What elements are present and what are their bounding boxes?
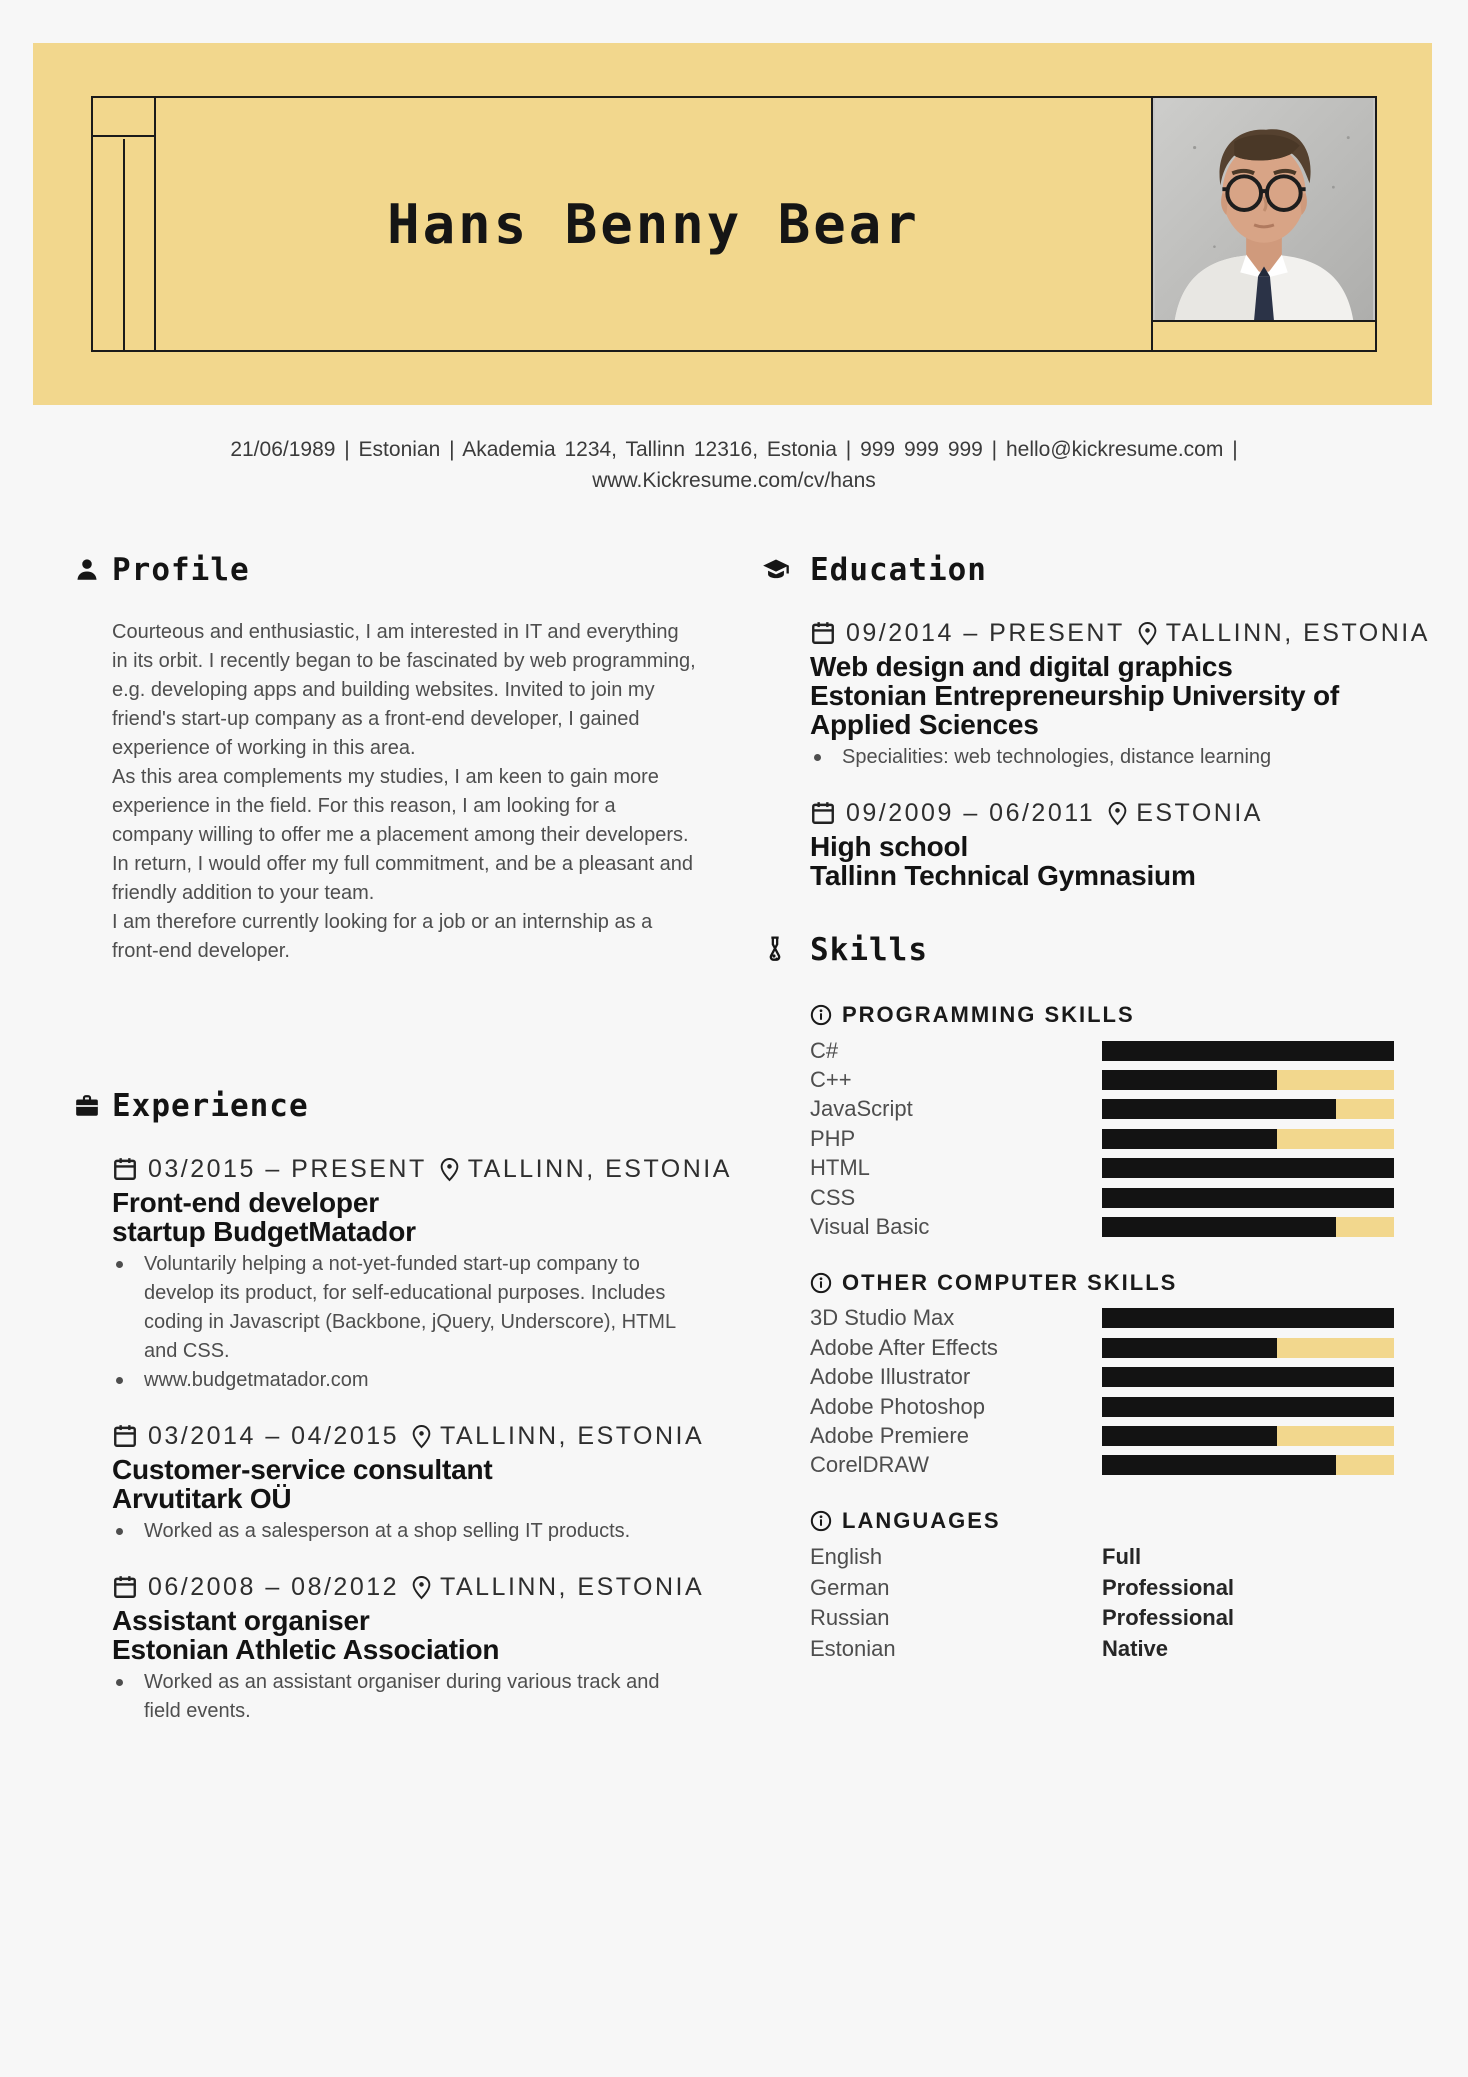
entry-meta [810, 618, 1430, 648]
profile-paragraph: I am therefore currently looking for a job or an internship as a front-end developer. [112, 911, 653, 962]
skill-bar-fill [1102, 1308, 1394, 1328]
location-pin-icon [411, 1574, 432, 1601]
skill-name: Adobe Photoshop [810, 1393, 985, 1419]
entry-date: 09/2009 – 06/2011 [846, 799, 1096, 827]
language-name: English [810, 1544, 883, 1570]
school-name: Tallinn Technical Gymnasium [810, 860, 1196, 891]
subsection-header [810, 1270, 1394, 1296]
skill-row [810, 1333, 1394, 1362]
language-row [810, 1603, 1394, 1634]
calendar-icon [112, 1156, 138, 1182]
portrait-illustration [1153, 98, 1375, 320]
header-box [91, 96, 1377, 352]
language-level: Professional [1102, 1574, 1235, 1600]
skill-bar [1102, 1070, 1394, 1090]
skill-name: Adobe Illustrator [810, 1364, 971, 1390]
entry-location: TALLINN, ESTONIA [440, 1573, 705, 1601]
experience-entry [112, 1421, 705, 1546]
entry-date: 09/2014 – PRESENT [846, 619, 1125, 647]
programming-skills-subsection [810, 1002, 1394, 1242]
subsection-title: PROGRAMMING SKILLS [842, 1002, 1135, 1027]
photo-bottom-cell [1153, 322, 1375, 348]
skill-bar [1102, 1455, 1394, 1475]
education-title: Education [810, 552, 987, 588]
language-name: Estonian [810, 1635, 896, 1661]
skill-bar [1102, 1041, 1394, 1061]
entry-location: TALLINN, ESTONIA [1165, 619, 1430, 647]
location-pin-icon [411, 1423, 432, 1450]
skill-bar [1102, 1158, 1394, 1178]
language-row [810, 1573, 1394, 1604]
other-computer-skills-subsection [810, 1270, 1394, 1480]
language-rows [810, 1542, 1394, 1664]
contact-line-2: www.Kickresume.com/cv/hans [592, 469, 876, 492]
entry-meta [112, 1421, 705, 1451]
skill-row [810, 1451, 1394, 1480]
skill-name: HTML [810, 1155, 870, 1181]
profile-paragraph: As this area complements my studies, I am keen to gain more experience in the field. For this reason, I am looking for a company willing to offer me a placement among their developers. In return, I would offer my full commitment, and be a pleasant and friendly addition to your team. [112, 766, 694, 904]
experience-title: Experience [112, 1088, 309, 1124]
calendar-icon [810, 800, 836, 826]
calendar-icon [112, 1423, 138, 1449]
job-company: Arvutitark OÜ [112, 1483, 292, 1514]
entry-meta [112, 1572, 705, 1602]
skill-bar-fill [1102, 1367, 1394, 1387]
section-education [762, 550, 1430, 891]
header-band [33, 43, 1432, 405]
skill-row [810, 1154, 1394, 1183]
calendar-icon [112, 1574, 138, 1600]
skill-row [810, 1036, 1394, 1065]
entry-date: 03/2015 – PRESENT [148, 1155, 427, 1183]
skill-row [810, 1421, 1394, 1450]
skill-bar [1102, 1308, 1394, 1328]
skill-bar-fill [1102, 1397, 1394, 1417]
job-title: Front-end developer [112, 1187, 379, 1218]
section-experience [74, 1086, 732, 1726]
location-pin-icon [439, 1156, 460, 1183]
subsection-header [810, 1508, 1394, 1534]
skill-name: JavaScript [810, 1096, 913, 1122]
school-name: Estonian Entrepreneurship University of Applied Sciences [810, 680, 1339, 740]
location-pin-icon [1137, 620, 1158, 647]
skill-name: CorelDRAW [810, 1452, 929, 1478]
education-entry [810, 798, 1394, 890]
person-icon [74, 557, 100, 583]
calendar-icon [810, 620, 836, 646]
info-icon [810, 1004, 832, 1026]
entry-meta [112, 1154, 732, 1184]
bullet-item: Voluntarily helping a not-yet-funded start-up company to develop its product, for self-educational purposes. Includes coding in Javascript (Backbone, jQuery, Underscore), HTML and CSS. [112, 1250, 696, 1366]
skill-bar-fill [1102, 1158, 1394, 1178]
section-skills [762, 930, 1394, 1664]
location-pin-icon [1107, 800, 1128, 827]
skill-row [810, 1124, 1394, 1153]
photo-column [1151, 98, 1375, 350]
profile-body [112, 618, 696, 966]
skill-bar [1102, 1338, 1394, 1358]
skill-bar-fill [1102, 1041, 1394, 1061]
header-decoration-cell [93, 98, 154, 137]
entry-date: 06/2008 – 08/2012 [148, 1573, 400, 1601]
skill-rows [810, 1036, 1394, 1242]
skill-name: Adobe After Effects [810, 1334, 998, 1360]
skills-header [762, 930, 1394, 970]
briefcase-icon [74, 1093, 100, 1119]
skill-row [810, 1212, 1394, 1241]
education-header [762, 550, 1394, 590]
experience-entry [112, 1572, 705, 1726]
skill-bar [1102, 1129, 1394, 1149]
job-company: startup BudgetMatador [112, 1216, 416, 1247]
section-profile [74, 550, 696, 966]
entry-location: TALLINN, ESTONIA [440, 1422, 705, 1450]
skill-name: C++ [810, 1067, 852, 1093]
candidate-name: Hans Benny Bear [387, 192, 920, 256]
skill-bar [1102, 1367, 1394, 1387]
experience-entry [112, 1154, 732, 1395]
contact-info [0, 434, 1468, 496]
skill-bar [1102, 1397, 1394, 1417]
skill-row [810, 1095, 1394, 1124]
skill-row [810, 1183, 1394, 1212]
experience-header [74, 1086, 696, 1126]
info-icon [810, 1510, 832, 1532]
skill-row [810, 1304, 1394, 1333]
skills-title: Skills [810, 932, 928, 968]
skill-bar-fill [1102, 1070, 1277, 1090]
bullet-item: Worked as a salesperson at a shop selling IT products. [112, 1517, 696, 1546]
skill-bar-fill [1102, 1426, 1277, 1446]
entry-bullets [112, 1668, 696, 1726]
skill-name: PHP [810, 1125, 856, 1151]
skill-bar-fill [1102, 1129, 1277, 1149]
header-decoration-columns [93, 139, 156, 350]
skill-bar [1102, 1217, 1394, 1237]
entry-bullets [112, 1250, 696, 1395]
profile-header [74, 550, 696, 590]
entry-location: TALLINN, ESTONIA [467, 1155, 732, 1183]
entry-date: 03/2014 – 04/2015 [148, 1422, 400, 1450]
header-decoration-divider [93, 139, 125, 350]
job-company: Estonian Athletic Association [112, 1634, 500, 1665]
skill-row [810, 1363, 1394, 1392]
skill-bar [1102, 1426, 1394, 1446]
skill-name: C# [810, 1037, 839, 1063]
education-entry [810, 618, 1430, 772]
header-decoration [93, 98, 156, 350]
flask-icon [762, 936, 790, 964]
entry-location: ESTONIA [1136, 799, 1263, 827]
language-level: Professional [1102, 1605, 1235, 1631]
job-title: Customer-service consultant [112, 1454, 493, 1485]
entry-bullets [112, 1517, 696, 1546]
subsection-title: OTHER COMPUTER SKILLS [842, 1269, 1178, 1295]
language-level: Full [1102, 1544, 1142, 1570]
subsection-title: LANGUAGES [842, 1508, 1001, 1534]
language-name: German [810, 1574, 890, 1600]
entry-meta [810, 798, 1394, 828]
skill-bar-fill [1102, 1217, 1336, 1237]
entry-bullets [810, 743, 1394, 772]
skill-name: 3D Studio Max [810, 1305, 955, 1331]
skill-bar-fill [1102, 1455, 1336, 1475]
bullet-item: Worked as an assistant organiser during various track and field events. [112, 1668, 696, 1726]
study-field: Web design and digital graphics [810, 651, 1233, 682]
profile-title: Profile [112, 552, 250, 588]
study-field: High school [810, 831, 969, 862]
skill-row [810, 1065, 1394, 1094]
name-container [156, 98, 1151, 350]
skill-rows [810, 1304, 1394, 1480]
skill-name: Adobe Premiere [810, 1422, 969, 1448]
subsection-header [810, 1002, 1394, 1028]
skill-row [810, 1392, 1394, 1421]
bullet-item: Specialities: web technologies, distance learning [810, 743, 1394, 772]
language-level: Native [1102, 1635, 1169, 1661]
job-title: Assistant organiser [112, 1605, 370, 1636]
skill-bar-fill [1102, 1188, 1394, 1208]
bullet-item: www.budgetmatador.com [112, 1366, 696, 1395]
contact-line-1: 21/06/1989 | Estonian | Akademia 1234, Tallinn 12316, Estonia | 999 999 999 | hello@kickresume.com | [230, 438, 1238, 461]
skill-bar-fill [1102, 1338, 1277, 1358]
graduation-cap-icon [762, 556, 790, 584]
language-name: Russian [810, 1605, 890, 1631]
profile-paragraph: Courteous and enthusiastic, I am interested in IT and everything in its orbit. I recently began to be fascinated by web programming, e.g. developing apps and building websites. Invited to join my friend's start-up company as a front-end developer, I gained experience of working in this area. [112, 621, 696, 759]
skill-bar-fill [1102, 1099, 1336, 1119]
skill-name: CSS [810, 1184, 856, 1210]
info-icon [810, 1272, 832, 1294]
profile-photo [1153, 98, 1375, 322]
languages-subsection [810, 1508, 1394, 1664]
skill-bar [1102, 1188, 1394, 1208]
skill-bar [1102, 1099, 1394, 1119]
language-row [810, 1542, 1394, 1573]
language-row [810, 1634, 1394, 1665]
skill-name: Visual Basic [810, 1214, 930, 1240]
